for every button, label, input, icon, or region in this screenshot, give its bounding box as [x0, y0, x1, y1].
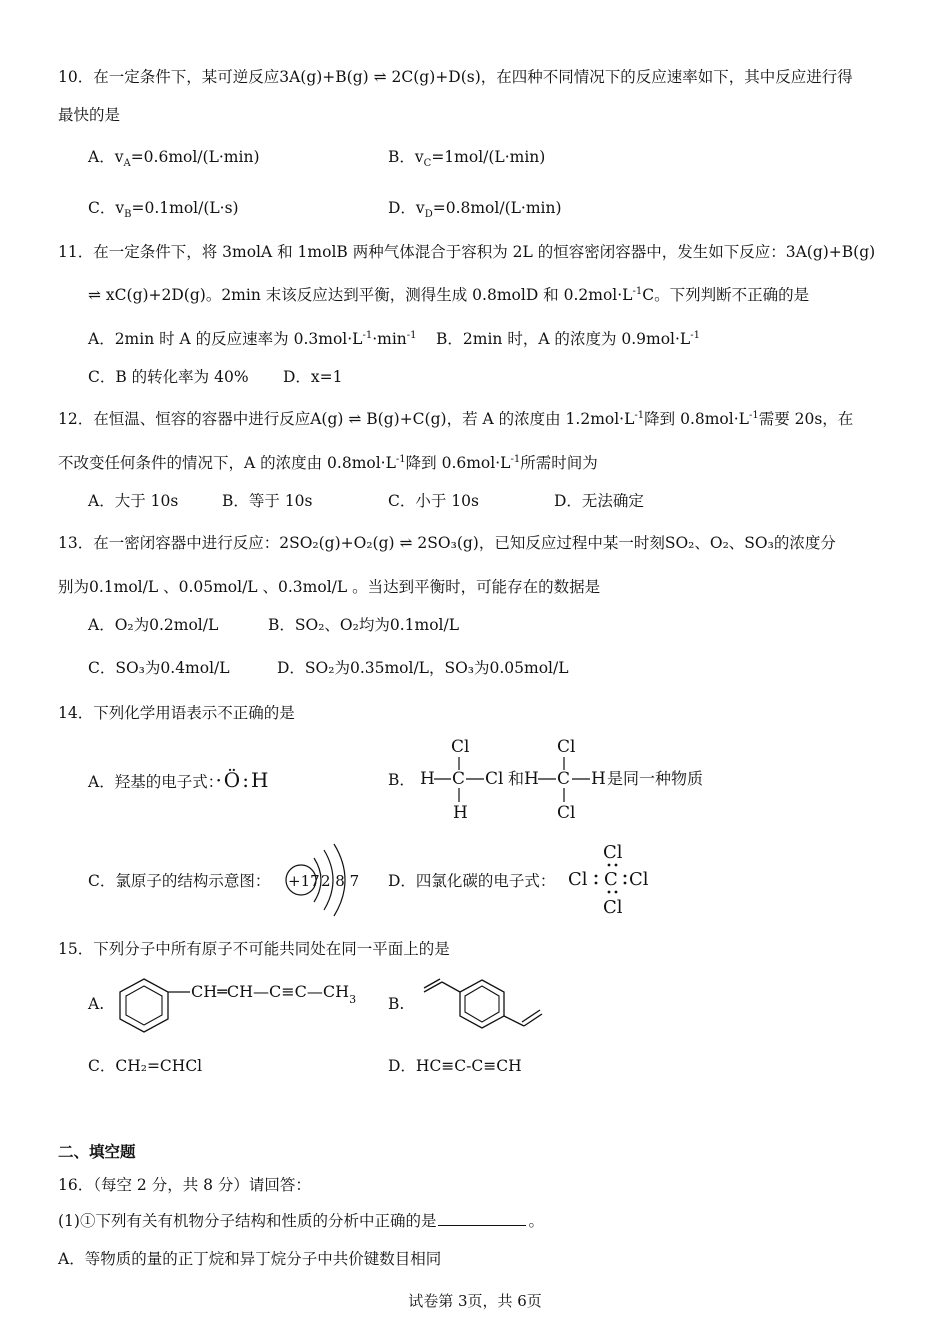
atom-h-left-1: H: [420, 769, 435, 789]
q12-option-b: B．等于 10s: [222, 492, 313, 510]
q11-option-d: D．x=1: [283, 368, 343, 386]
q13-option-b: B．SO₂、O₂均为0.1mol/L: [268, 616, 460, 634]
q14-option-a: A．羟基的电子式：·Ö:H: [88, 768, 271, 792]
q10-option-d: D．$v_D=0.8mol/(L\cdot\min)$: [388, 199, 562, 221]
svg-text:Cl: Cl: [629, 869, 649, 890]
q12-option-a: A．大于 10s: [88, 492, 179, 510]
nucleus-charge: +17: [288, 872, 320, 890]
q13-option-d: D．SO₂为0.35mol/L，SO₃为0.05mol/L: [277, 659, 569, 677]
answer-blank[interactable]: [438, 1211, 526, 1226]
q15-option-d: D．HC≡C-C≡CH: [388, 1057, 522, 1075]
page-footer: 试卷第 3页，共 6页: [408, 1292, 542, 1310]
q16-stem: 16．（每空 2 分，共 8 分）请回答：: [58, 1176, 311, 1194]
q11-option-c: C．B 的转化率为 40%: [88, 368, 249, 386]
q11-stem-line2: ⇌ xC(g)+2D(g)。2min 末该反应达到平衡，测得生成 0.8molD 和 $0.2mol\cdot L^{-1}C$。下列判断不正确的是: [88, 285, 810, 304]
q14-and: 和: [508, 769, 525, 788]
chlorine-atom-diagram: [284, 842, 364, 918]
q13-stem: 13．在一密闭容器中进行反应：2SO₂(g)+O₂(g) ⇌ 2SO₃(g)，已知反应过程中某一时刻SO₂、O₂、SO₃的浓度分: [58, 534, 836, 552]
atom-c-1: C: [452, 769, 466, 789]
q10-option-a: A．$v_A=0.6mol/(L\cdot\min)$: [88, 148, 260, 170]
atom-h-right-2: H: [591, 769, 606, 789]
atom-cl-top-2: Cl: [557, 737, 576, 757]
q12-reaction: A(g) ⇌ B(g)+C(g): [310, 410, 447, 428]
atom-c-2: C: [557, 769, 571, 789]
atom-cl-bottom-2: Cl: [557, 803, 576, 823]
svg-text:CH═CH—C≡C—CH3: $CH═CH—C\equiv C—CH_3$: [191, 982, 357, 1006]
atom-cl-right-1: Cl: [485, 769, 504, 789]
q11-stem: 11．在一定条件下，将 3molA 和 1molB 两种气体混合于容积为 2L 的恒容密闭容器中，发生如下反应：3A(g)+B(g): [58, 243, 876, 261]
hydroxyl-electron-formula: ·Ö:H: [215, 768, 271, 792]
divinylbenzene-structure: [420, 974, 550, 1032]
svg-text:Cl: Cl: [603, 842, 623, 863]
q13-reaction: 2SO₂(g)+O₂(g) ⇌ 2SO₃(g): [279, 534, 479, 552]
q10-stem-line2: 最快的是: [58, 106, 121, 124]
q16-option-a: A．等物质的量的正丁烷和异丁烷分子中共价键数目相同: [58, 1250, 442, 1268]
q14-structural-formulas: [418, 736, 728, 822]
svg-text:C: C: [604, 869, 618, 890]
q14-stem: 14．下列化学用语表示不正确的是: [58, 704, 295, 722]
q15-option-b-label: B.: [388, 995, 405, 1013]
q10-reaction: 3A(g)+B(g) ⇌ 2C(g)+D(s): [279, 68, 481, 86]
q15-option-a-label: A.: [88, 995, 105, 1013]
section-title: 二、填空题: [58, 1142, 136, 1161]
atom-h-bottom-1: H: [453, 803, 468, 823]
atom-h-left-2: H: [524, 769, 539, 789]
q10-option-c: C．$v_B=0.1mol/(L\cdot s)$: [88, 199, 239, 221]
q12-option-d: D．无法确定: [554, 492, 644, 510]
q15-option-c: C．CH₂=CHCl: [88, 1057, 203, 1075]
q15-option-a-structure: [114, 975, 384, 1037]
q16-part1: (1)①下列有关有机物分子结构和性质的分析中正确的是 。: [58, 1212, 544, 1230]
electron-shells: 2 8 7: [321, 872, 360, 890]
ccl4-electron-formula: [566, 840, 666, 920]
q10-stem: 10．在一定条件下，某可逆反应3A(g)+B(g) ⇌ 2C(g)+D(s)，在四种不同情况下的反应速率如下，其中反应进行得: [58, 68, 853, 86]
q14-same-substance: 是同一种物质: [607, 769, 704, 788]
q12-stem: 12．在恒温、恒容的容器中进行反应A(g) ⇌ B(g)+C(g)，若 A 的浓度由 $1.2mol\cdot L^{-1}$降到 $0.8mol\cdot L^{-1}$需要 20s，在: [58, 409, 854, 428]
svg-text:Cl: Cl: [603, 897, 623, 918]
q13-option-c: C．SO₃为0.4mol/L: [88, 659, 230, 677]
svg-text:Cl: Cl: [568, 869, 588, 890]
q13-stem-line2: 别为0.1mol/L 、0.05mol/L 、0.3mol/L 。当达到平衡时，可能存在的数据是: [58, 578, 601, 596]
q10-option-b: B．$v_C=1mol/(L\cdot\min)$: [388, 148, 546, 170]
q12-stem-line2: 不改变任何条件的情况下，A 的浓度由 $0.8mol\cdot L^{-1}$降到 $0.6mol\cdot L^{-1}$所需时间为: [58, 453, 598, 472]
q14-option-c: C．氯原子的结构示意图：: [88, 872, 271, 890]
q11-option-a: A．2min 时 A 的反应速率为 $0.3mol\cdot L^{-1}\cdot\min^{-1}$: [88, 329, 417, 348]
q13-option-a: A．O₂为0.2mol/L: [88, 616, 219, 634]
q14-option-d: D．四氯化碳的电子式：: [388, 872, 556, 890]
atom-cl-top-1: Cl: [451, 737, 470, 757]
q14-option-b-label: B．: [388, 771, 415, 789]
q12-option-c: C．小于 10s: [388, 492, 479, 510]
q15-stem: 15．下列分子中所有原子不可能共同处在同一平面上的是: [58, 940, 450, 958]
q11-option-b: B．2min 时，A 的浓度为 $0.9mol\cdot L^{-1}$: [436, 329, 700, 348]
